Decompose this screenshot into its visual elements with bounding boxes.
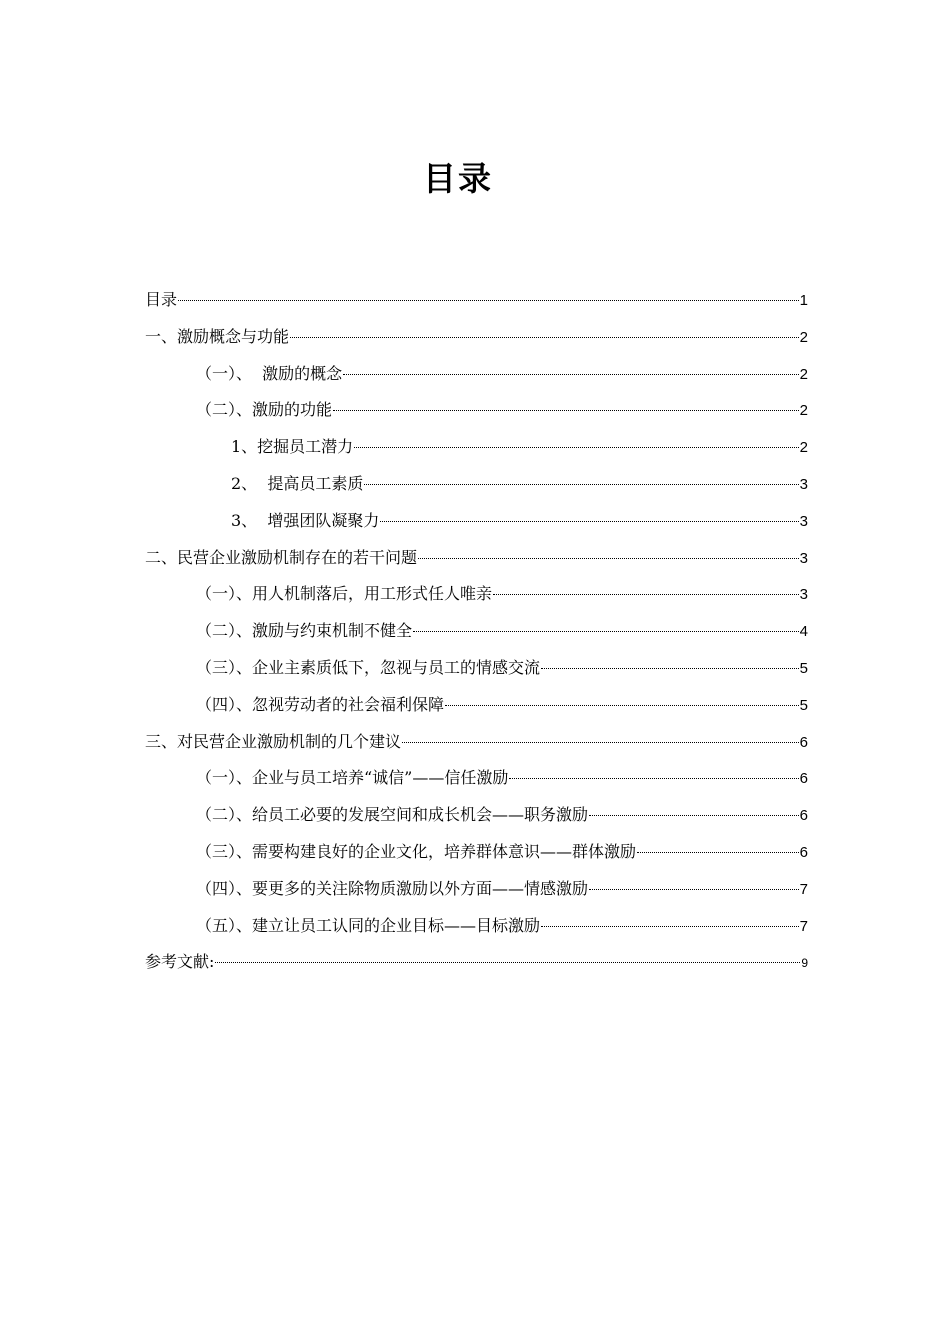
toc-dot-leader xyxy=(364,484,798,485)
toc-entry-page-number: 9 xyxy=(801,956,808,971)
toc-entry-page-number: 2 xyxy=(799,365,808,383)
toc-entry-title: （四）、忽视劳动者的社会福利保障 xyxy=(196,694,445,714)
toc-entry[interactable] xyxy=(145,431,808,468)
toc-entry-page-number: 6 xyxy=(799,733,808,751)
toc-entry-title: 2、 提高员工素质 xyxy=(231,473,364,493)
toc-entry-page-number: 3 xyxy=(799,512,808,530)
toc-dot-leader xyxy=(413,631,799,632)
toc-dot-leader xyxy=(589,889,799,890)
toc-entry-title: （一）、用人机制落后，用工形式任人唯亲 xyxy=(196,584,493,604)
toc-entry-title: 二、民营企业激励机制存在的若干问题 xyxy=(145,547,418,567)
toc-entry-page-number: 2 xyxy=(799,439,808,457)
toc-entry-page-number: 6 xyxy=(799,770,808,788)
toc-entry[interactable] xyxy=(145,394,808,431)
toc-entry-title: 参考文献: xyxy=(145,952,215,972)
toc-entry-title: 三、对民营企业激励机制的几个建议 xyxy=(145,731,402,751)
page-title: 目录 xyxy=(423,159,493,198)
toc-dot-leader xyxy=(445,705,799,706)
toc-dot-leader xyxy=(178,300,799,301)
toc-entry[interactable] xyxy=(145,726,808,763)
toc-entry-title: 目录 xyxy=(145,290,178,309)
toc-entry-title: 一、激励概念与功能 xyxy=(145,326,290,346)
toc-entry-page-number: 2 xyxy=(799,402,808,420)
toc-entry-title: 3、 增强团队凝聚力 xyxy=(231,510,380,530)
toc-entry[interactable] xyxy=(145,652,808,689)
toc-entry-page-number: 1 xyxy=(799,292,808,309)
toc-entry[interactable] xyxy=(145,542,808,579)
toc-entry-title: （二）、激励的功能 xyxy=(196,400,333,420)
toc-dot-leader xyxy=(215,962,800,963)
toc-entry-page-number: 5 xyxy=(799,696,808,714)
toc-dot-leader xyxy=(290,337,799,338)
toc-entry[interactable] xyxy=(145,689,808,726)
toc-dot-leader xyxy=(541,926,799,927)
toc-entry[interactable] xyxy=(145,578,808,615)
toc-entry-title: （四）、要更多的关注除物质激励以外方面——情感激励 xyxy=(196,878,589,898)
toc-entry-page-number: 7 xyxy=(799,917,808,935)
toc-entry[interactable] xyxy=(145,762,808,799)
toc-entry-title: 1、挖掘员工潜力 xyxy=(231,437,354,457)
toc-dot-leader xyxy=(509,778,798,779)
toc-entry[interactable] xyxy=(145,615,808,652)
toc-dot-leader xyxy=(354,447,798,448)
toc-entry-page-number: 3 xyxy=(799,549,808,567)
toc-entry[interactable] xyxy=(145,284,808,321)
toc-entry-title: （一）、 激励的概念 xyxy=(196,363,343,383)
toc-entry[interactable] xyxy=(145,505,808,542)
toc-entry-title: （五）、建立让员工认同的企业目标——目标激励 xyxy=(196,915,541,935)
toc-entry-page-number: 6 xyxy=(799,843,808,861)
toc-dot-leader xyxy=(493,594,799,595)
toc-entry[interactable] xyxy=(145,873,808,910)
toc-entry-page-number: 5 xyxy=(799,659,808,677)
toc-entry[interactable] xyxy=(145,321,808,358)
toc-entry-page-number: 7 xyxy=(799,880,808,898)
toc-dot-leader xyxy=(402,742,799,743)
toc-dot-leader xyxy=(418,558,799,559)
toc-entry-page-number: 3 xyxy=(799,475,808,493)
toc-entry[interactable] xyxy=(145,836,808,873)
toc-entry-title: （一）、企业与员工培养“诚信”——信任激励 xyxy=(196,768,509,788)
toc-dot-leader xyxy=(589,815,799,816)
table-of-contents xyxy=(145,284,808,983)
toc-entry[interactable] xyxy=(145,358,808,395)
toc-entry-title: （二）、激励与约束机制不健全 xyxy=(196,621,413,641)
toc-entry[interactable] xyxy=(145,946,808,983)
toc-entry-title: （三）、需要构建良好的企业文化，培养群体意识——群体激励 xyxy=(196,841,637,861)
toc-entry-page-number: 2 xyxy=(799,328,808,346)
toc-dot-leader xyxy=(380,521,798,522)
toc-entry-title: （三）、企业主素质低下，忽视与员工的情感交流 xyxy=(196,657,541,677)
toc-entry-page-number: 4 xyxy=(799,623,808,641)
toc-entry[interactable] xyxy=(145,468,808,505)
toc-dot-leader xyxy=(333,410,799,411)
toc-dot-leader xyxy=(637,852,799,853)
toc-entry-title: （二）、给员工必要的发展空间和成长机会——职务激励 xyxy=(196,805,589,825)
toc-entry-page-number: 3 xyxy=(799,586,808,604)
toc-dot-leader xyxy=(343,374,798,375)
toc-entry[interactable] xyxy=(145,910,808,947)
toc-entry-page-number: 6 xyxy=(799,807,808,825)
toc-dot-leader xyxy=(541,668,799,669)
toc-entry[interactable] xyxy=(145,799,808,836)
